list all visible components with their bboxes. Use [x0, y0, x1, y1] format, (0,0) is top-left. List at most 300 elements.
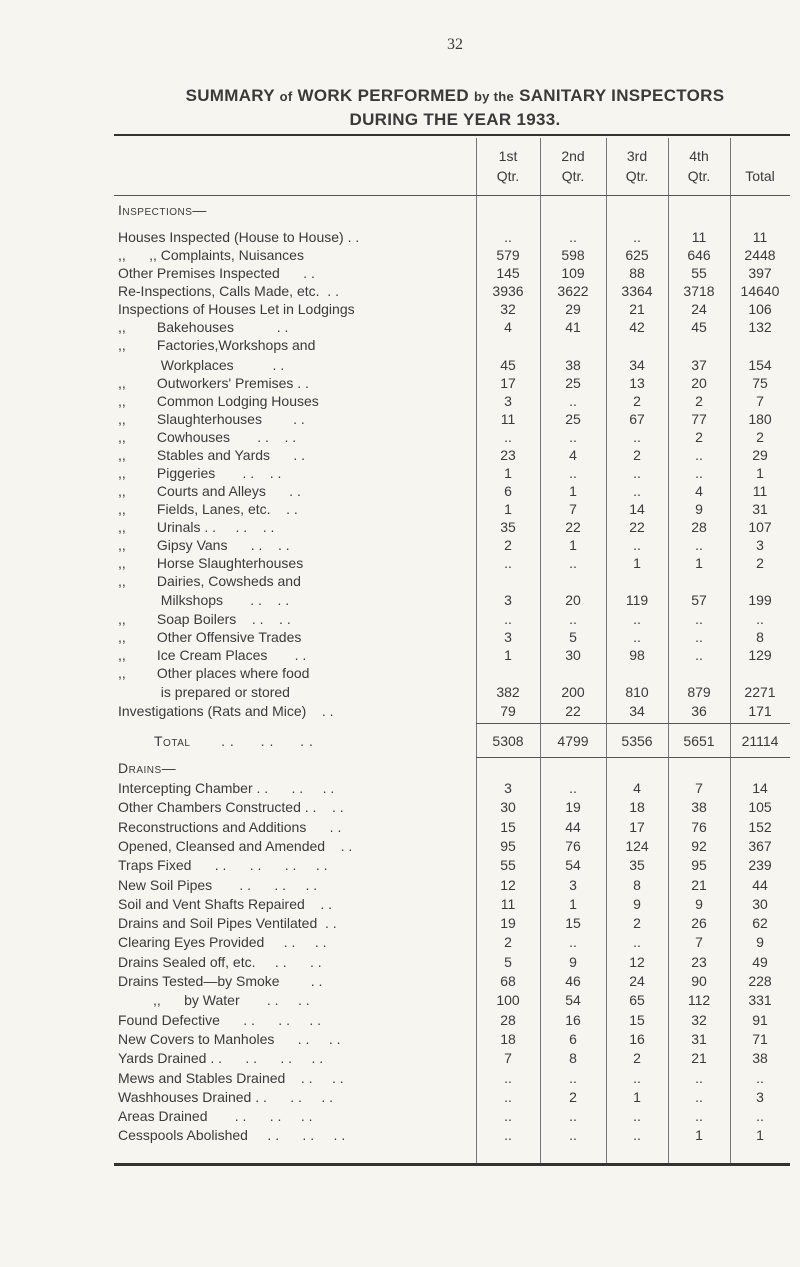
total-value: 5308: [492, 733, 524, 749]
cell-value: 4: [633, 780, 641, 796]
cell-value: 14: [752, 780, 768, 796]
cell-value: 3364: [621, 283, 653, 299]
total-value: 5356: [621, 733, 653, 749]
row-label: Yards Drained . . . . . . . .: [118, 1050, 324, 1067]
column-header-line1: [730, 146, 790, 166]
cell-value: 367: [748, 837, 772, 854]
cell-value: 5: [569, 629, 577, 645]
cell-value: ..: [569, 229, 577, 245]
column-header: [730, 146, 790, 186]
cell-value: 7: [504, 1050, 512, 1067]
cell-value: 19: [565, 799, 581, 816]
table-row: [114, 357, 790, 375]
table-bottom-rule: [114, 1163, 790, 1166]
cell-value: 32: [691, 1011, 707, 1028]
cell-value: 7: [695, 934, 703, 951]
cell-value: 22: [565, 519, 581, 535]
cell-value: ..: [633, 1108, 641, 1125]
cell-value: 36: [691, 703, 707, 719]
cell-value: 1: [569, 537, 577, 553]
cell-value: 29: [752, 447, 768, 463]
table-row: [114, 229, 790, 247]
table-row: [114, 1012, 790, 1030]
cell-value: 2: [756, 429, 764, 445]
cell-value: 24: [629, 973, 645, 989]
cell-value: ..: [695, 447, 703, 463]
row-label: Re-Inspections, Calls Made, etc. . .: [118, 283, 339, 299]
cell-value: 55: [500, 857, 516, 874]
table-row: [114, 447, 790, 465]
cell-value: ..: [569, 1127, 577, 1144]
row-label: Soil and Vent Shafts Repaired . .: [118, 895, 333, 912]
cell-value: 107: [748, 519, 772, 535]
cell-value: 199: [748, 592, 772, 608]
cell-value: 810: [625, 684, 649, 700]
title-part: of: [279, 89, 293, 104]
cell-value: 124: [625, 837, 649, 854]
row-label: is prepared or stored: [118, 684, 290, 700]
cell-value: 31: [691, 1030, 707, 1047]
cell-value: 35: [629, 857, 645, 874]
column-header-line2: Qtr.: [625, 168, 649, 184]
cell-value: 13: [629, 375, 645, 391]
table-row: [114, 838, 790, 856]
total-label: Total . . . . . .: [154, 733, 314, 749]
cell-value: ..: [633, 483, 641, 499]
row-label: Inspections—: [118, 202, 207, 218]
cell-value: ..: [695, 537, 703, 553]
table-row: [114, 555, 790, 573]
row-label: Found Defective . . . . . .: [118, 1011, 322, 1028]
row-label: ,, Ice Cream Places . .: [118, 647, 307, 663]
table-row: [114, 411, 790, 429]
cell-value: ..: [569, 465, 577, 481]
cell-value: ..: [695, 611, 703, 627]
table-row: [114, 301, 790, 319]
cell-value: 2: [504, 537, 512, 553]
cell-value: ..: [695, 1108, 703, 1125]
row-label: ,, by Water . . . .: [118, 992, 310, 1009]
cell-value: 2: [569, 1088, 577, 1105]
cell-value: ..: [695, 1069, 703, 1086]
total-value: 21114: [741, 733, 779, 749]
cell-value: ..: [695, 1088, 703, 1105]
row-label: ,, Piggeries . . . .: [118, 465, 282, 481]
cell-value: 7: [695, 780, 703, 796]
cell-value: ..: [756, 1108, 764, 1125]
table-row: [114, 780, 790, 798]
row-label: ,, Horse Slaughterhouses: [118, 555, 304, 571]
cell-value: 32: [500, 301, 516, 317]
cell-value: 1: [504, 647, 512, 663]
cell-value: 14: [629, 501, 645, 517]
cell-value: 1: [569, 483, 577, 499]
total-value: 5651: [683, 733, 715, 749]
row-label: Intercepting Chamber . . . . . .: [118, 780, 335, 796]
cell-value: 14640: [740, 283, 780, 299]
row-label: ,, Other Offensive Trades: [118, 629, 302, 645]
cell-value: 42: [629, 319, 645, 335]
cell-value: 2448: [744, 247, 776, 263]
cell-value: 20: [565, 592, 581, 608]
cell-value: 7: [756, 393, 764, 409]
cell-value: 9: [756, 934, 764, 951]
table-row: [114, 1089, 790, 1107]
cell-value: 18: [629, 799, 645, 816]
section-heading-inspections: [114, 202, 790, 220]
table-row: [114, 915, 790, 933]
cell-value: 11: [691, 229, 707, 245]
cell-value: 34: [629, 357, 645, 373]
column-header: [540, 146, 606, 186]
cell-value: ..: [633, 934, 641, 951]
row-label: Other Premises Inspected . .: [118, 265, 315, 281]
cell-value: ..: [504, 1108, 512, 1125]
cell-value: 4: [569, 447, 577, 463]
table-row: [114, 592, 790, 610]
cell-value: ..: [569, 1069, 577, 1086]
cell-value: 1: [633, 555, 641, 571]
cell-value: 6: [504, 483, 512, 499]
cell-value: 21: [629, 301, 645, 317]
row-label: New Soil Pipes . . . . . .: [118, 876, 318, 893]
cell-value: 2: [633, 915, 641, 932]
cell-value: 100: [496, 992, 520, 1009]
table-row: [114, 665, 790, 683]
title-part: WORK PERFORMED: [297, 86, 469, 105]
cell-value: 1: [756, 465, 764, 481]
table-top-rule: [114, 134, 790, 136]
cell-value: 5: [504, 953, 512, 970]
table-row: [114, 265, 790, 283]
cell-value: 228: [748, 973, 772, 989]
cell-value: 79: [500, 703, 516, 719]
table-row: [114, 611, 790, 629]
cell-value: 17: [629, 818, 645, 835]
cell-value: 2: [504, 934, 512, 951]
row-label: ,, Other places where food: [118, 665, 310, 681]
cell-value: 879: [687, 684, 711, 700]
cell-value: ..: [756, 611, 764, 627]
cell-value: 68: [500, 973, 516, 989]
cell-value: 15: [629, 1011, 645, 1028]
cell-value: 1: [756, 1127, 764, 1144]
row-label: Inspections of Houses Let in Lodgings: [118, 301, 355, 317]
row-label: Washhouses Drained . . . . . .: [118, 1088, 334, 1105]
table-row: [114, 319, 790, 337]
row-label: Drains—: [118, 760, 177, 776]
cell-value: ..: [633, 611, 641, 627]
column-header-line2: Total: [745, 168, 775, 184]
column-header: [668, 146, 730, 186]
row-label: Houses Inspected (House to House) . .: [118, 229, 360, 245]
cell-value: 331: [748, 992, 772, 1009]
cell-value: 11: [500, 411, 516, 427]
row-label: ,, Urinals . . . . . .: [118, 519, 275, 535]
cell-value: 44: [752, 876, 768, 893]
cell-value: 54: [565, 857, 581, 874]
row-label: Milkshops . . . .: [118, 592, 290, 608]
cell-value: 129: [748, 647, 772, 663]
row-label: Drains Sealed off, etc. . . . .: [118, 953, 322, 970]
cell-value: 180: [748, 411, 772, 427]
cell-value: 30: [500, 799, 516, 816]
cell-value: 3622: [557, 283, 589, 299]
table-row: [114, 703, 790, 721]
row-label: Areas Drained . . . . . .: [118, 1108, 313, 1125]
cell-value: ..: [633, 1069, 641, 1086]
row-label: ,, Slaughterhouses . .: [118, 411, 305, 427]
row-label: ,, Soap Boilers . . . .: [118, 611, 291, 627]
cell-value: 3: [504, 592, 512, 608]
total-row: [114, 733, 790, 751]
cell-value: 55: [691, 265, 707, 281]
cell-value: 112: [687, 992, 711, 1009]
cell-value: ..: [633, 629, 641, 645]
cell-value: 2: [756, 555, 764, 571]
cell-value: 3718: [683, 283, 715, 299]
table-row: [114, 973, 790, 991]
cell-value: 18: [500, 1030, 516, 1047]
page-title: [110, 86, 800, 106]
table-row: [114, 684, 790, 702]
cell-value: ..: [633, 465, 641, 481]
cell-value: 29: [565, 301, 581, 317]
row-label: Traps Fixed . . . . . . . .: [118, 857, 328, 874]
row-label: Drains Tested—by Smoke . .: [118, 973, 323, 989]
cell-value: 3936: [492, 283, 524, 299]
table-row: [114, 283, 790, 301]
cell-value: 239: [748, 857, 772, 874]
cell-value: 22: [565, 703, 581, 719]
row-label: ,, Stables and Yards . .: [118, 447, 306, 463]
cell-value: 11: [752, 483, 768, 499]
table-row: [114, 465, 790, 483]
cell-value: 646: [687, 247, 711, 263]
cell-value: ..: [504, 611, 512, 627]
cell-value: 2: [633, 447, 641, 463]
cell-value: 109: [561, 265, 585, 281]
cell-value: 25: [565, 411, 581, 427]
cell-value: 21: [691, 876, 707, 893]
cell-value: 46: [565, 973, 581, 989]
table-row: [114, 429, 790, 447]
cell-value: ..: [504, 429, 512, 445]
cell-value: 62: [752, 915, 768, 932]
cell-value: 98: [629, 647, 645, 663]
table-row: [114, 501, 790, 519]
cell-value: 106: [748, 301, 772, 317]
row-label: ,, Courts and Alleys . .: [118, 483, 301, 499]
row-label: Workplaces . .: [118, 357, 285, 373]
cell-value: 57: [691, 592, 707, 608]
section-heading-drains: [114, 760, 790, 778]
column-header-line1: 3rd: [626, 148, 648, 164]
total-rule: [476, 723, 790, 724]
cell-value: ..: [569, 611, 577, 627]
table-row: [114, 954, 790, 972]
cell-value: 6: [569, 1030, 577, 1047]
table-row: [114, 934, 790, 952]
cell-value: ..: [633, 229, 641, 245]
cell-value: 15: [500, 818, 516, 835]
cell-value: 3: [504, 629, 512, 645]
table-row: [114, 519, 790, 537]
cell-value: 9: [695, 501, 703, 517]
cell-value: 132: [748, 319, 772, 335]
column-header-line2: Qtr.: [561, 168, 585, 184]
cell-value: 37: [691, 357, 707, 373]
cell-value: 22: [629, 519, 645, 535]
cell-value: 3: [569, 876, 577, 893]
cell-value: 49: [752, 953, 768, 970]
cell-value: 20: [691, 375, 707, 391]
table-row: [114, 247, 790, 265]
cell-value: 28: [500, 1011, 516, 1028]
table-row: [114, 537, 790, 555]
cell-value: 3: [504, 393, 512, 409]
cell-value: 1: [695, 1127, 703, 1144]
row-label: ,, Factories,Workshops and: [118, 337, 316, 353]
cell-value: 105: [748, 799, 772, 816]
cell-value: 4: [504, 319, 512, 335]
cell-value: 1: [633, 1088, 641, 1105]
table-row: [114, 629, 790, 647]
table-row: [114, 992, 790, 1010]
table-row: [114, 393, 790, 411]
table-row: [114, 857, 790, 875]
row-label: Other Chambers Constructed . . . .: [118, 799, 344, 816]
cell-value: 2: [633, 393, 641, 409]
table-row: [114, 1031, 790, 1049]
cell-value: ..: [569, 934, 577, 951]
row-label: Clearing Eyes Provided . . . .: [118, 934, 327, 951]
cell-value: 44: [565, 818, 581, 835]
column-header-line1: 1st: [498, 148, 518, 164]
cell-value: 71: [752, 1030, 768, 1047]
cell-value: 11: [500, 895, 516, 912]
column-header: [476, 146, 540, 186]
row-label: Cesspools Abolished . . . . . .: [118, 1127, 346, 1144]
column-header-line2: Qtr.: [496, 168, 520, 184]
cell-value: ..: [569, 429, 577, 445]
column-header-line1: 2nd: [561, 148, 585, 164]
row-label: ,, Bakehouses . .: [118, 319, 289, 335]
cell-value: 1: [504, 465, 512, 481]
cell-value: ..: [695, 647, 703, 663]
row-label: ,, Common Lodging Houses: [118, 393, 319, 409]
cell-value: ..: [504, 1069, 512, 1086]
table-row: [114, 647, 790, 665]
table-row: [114, 337, 790, 355]
cell-value: 9: [569, 953, 577, 970]
cell-value: 15: [565, 915, 581, 932]
table-row: [114, 1108, 790, 1126]
cell-value: 67: [629, 411, 645, 427]
table-row: [114, 1070, 790, 1088]
cell-value: ..: [569, 555, 577, 571]
cell-value: 45: [500, 357, 516, 373]
cell-value: 9: [695, 895, 703, 912]
table-row: [114, 819, 790, 837]
cell-value: ..: [756, 1069, 764, 1086]
cell-value: 625: [625, 247, 649, 263]
row-label: Drains and Soil Pipes Ventilated . .: [118, 915, 337, 932]
page-number: 32: [447, 36, 463, 53]
cell-value: 34: [629, 703, 645, 719]
cell-value: 16: [565, 1011, 581, 1028]
cell-value: 152: [748, 818, 772, 835]
cell-value: 7: [569, 501, 577, 517]
cell-value: 200: [561, 684, 585, 700]
cell-value: 35: [500, 519, 516, 535]
cell-value: 88: [629, 265, 645, 281]
cell-value: 65: [629, 992, 645, 1009]
row-label: Opened, Cleansed and Amended . .: [118, 837, 353, 854]
cell-value: 12: [500, 876, 516, 893]
table-row: [114, 1127, 790, 1145]
total-rule: [476, 757, 790, 758]
cell-value: 75: [752, 375, 768, 391]
cell-value: 25: [565, 375, 581, 391]
cell-value: 3: [756, 1088, 764, 1105]
cell-value: 397: [748, 265, 772, 281]
row-label: ,, Gipsy Vans . . . .: [118, 537, 290, 553]
row-label: Mews and Stables Drained . . . .: [118, 1069, 344, 1086]
cell-value: 76: [691, 818, 707, 835]
cell-value: 76: [565, 837, 581, 854]
cell-value: 30: [565, 647, 581, 663]
cell-value: 579: [496, 247, 520, 263]
cell-value: 8: [756, 629, 764, 645]
cell-value: 2: [695, 429, 703, 445]
cell-value: 38: [565, 357, 581, 373]
cell-value: ..: [633, 537, 641, 553]
cell-value: 4: [695, 483, 703, 499]
cell-value: 8: [569, 1050, 577, 1067]
cell-value: 2271: [744, 684, 776, 700]
cell-value: ..: [695, 465, 703, 481]
table-row: [114, 1050, 790, 1068]
cell-value: 1: [504, 501, 512, 517]
table-row: [114, 877, 790, 895]
cell-value: ..: [569, 393, 577, 409]
cell-value: 77: [691, 411, 707, 427]
cell-value: 2: [633, 1050, 641, 1067]
row-label: Reconstructions and Additions . .: [118, 818, 342, 835]
title-part: SUMMARY: [185, 86, 275, 105]
cell-value: ..: [569, 780, 577, 796]
cell-value: 1: [569, 895, 577, 912]
cell-value: 95: [691, 857, 707, 874]
cell-value: 41: [565, 319, 581, 335]
cell-value: 3: [504, 780, 512, 796]
cell-value: ..: [569, 1108, 577, 1125]
cell-value: ..: [633, 1127, 641, 1144]
page-subtitle: DURING THE YEAR 1933.: [349, 110, 561, 129]
table-row: [114, 375, 790, 393]
header-rule: [114, 195, 790, 196]
cell-value: 54: [565, 992, 581, 1009]
cell-value: 16: [629, 1030, 645, 1047]
table-row: [114, 573, 790, 591]
cell-value: 9: [633, 895, 641, 912]
cell-value: 24: [691, 301, 707, 317]
row-label: New Covers to Manholes . . . .: [118, 1030, 341, 1047]
cell-value: 95: [500, 837, 516, 854]
cell-value: 8: [633, 876, 641, 893]
cell-value: 154: [748, 357, 772, 373]
